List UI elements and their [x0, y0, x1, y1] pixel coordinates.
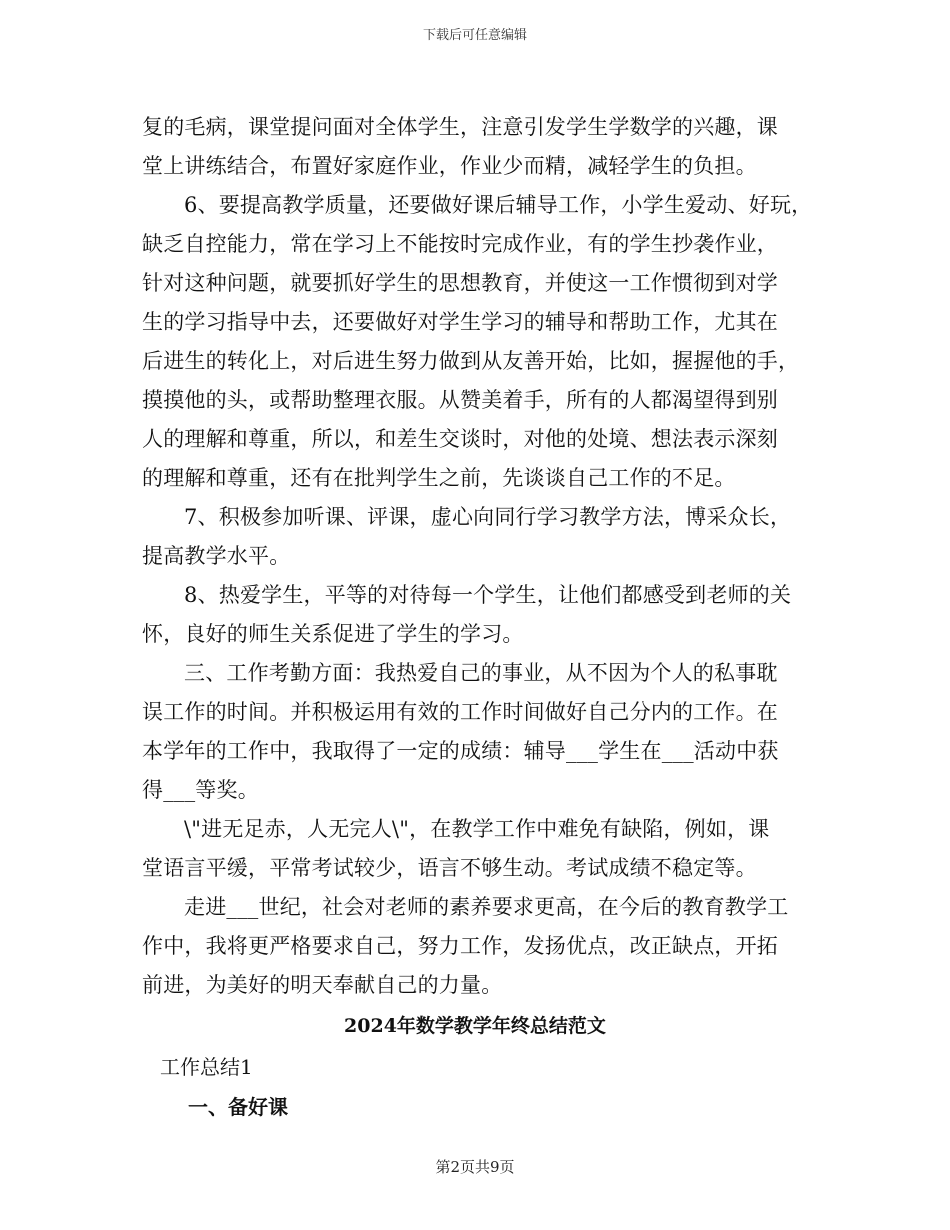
- paragraph-line: 摸摸他的头，或帮助整理衣服。从赞美着手，所有的人都渴望得到别: [142, 388, 778, 412]
- paragraph-line: 误工作的时间。并积极运用有效的工作时间做好自己分内的工作。在: [142, 700, 778, 724]
- page-number: 第2页共9页: [435, 1158, 515, 1176]
- paragraph-line: 7、积极参加听课、评课，虚心向同行学习教学方法，博采众长，: [184, 505, 792, 529]
- paragraph-line: 6、要提高教学质量，还要做好课后辅导工作，小学生爱动、好玩，: [184, 193, 813, 217]
- paragraph-line: 三、工作考勤方面：我热爱自己的事业，从不因为个人的私事耽: [184, 661, 778, 685]
- document-body: [142, 108, 832, 1127]
- header-note: 下载后可任意编辑: [422, 28, 527, 43]
- paragraph-line: 本学年的工作中，我取得了一定的成绩：辅导___学生在___活动中获: [142, 739, 779, 763]
- paragraph-line: 后进生的转化上，对后进生努力做到从友善开始，比如，握握他的手，: [142, 349, 800, 373]
- sub-heading: 工作总结1: [160, 1055, 253, 1079]
- paragraph-line: \"进无足赤，人无完人\"，在教学工作中难免有缺陷，例如，课: [184, 817, 770, 841]
- section-title: 2024年数学教学年终总结范文: [344, 1015, 606, 1037]
- paragraph-line: 生的学习指导中去，还要做好对学生学习的辅导和帮助工作，尤其在: [142, 310, 778, 334]
- paragraph-line: 人的理解和尊重，所以，和差生交谈时，对他的处境、想法表示深刻: [142, 427, 778, 451]
- bold-heading: 一、备好课: [188, 1095, 288, 1119]
- paragraph-line: 8、热爱学生，平等的对待每一个学生，让他们都感受到老师的关: [184, 583, 792, 607]
- paragraph-line: 怀，良好的师生关系促进了学生的学习。: [142, 622, 524, 646]
- paragraph-line: 堂语言平缓，平常考试较少，语言不够生动。考试成绩不稳定等。: [142, 856, 757, 880]
- paragraph-line: 前进，为美好的明天奉献自己的力量。: [142, 973, 503, 997]
- paragraph-line: 针对这种问题，就要抓好学生的思想教育，并使这一工作惯彻到对学: [142, 271, 778, 295]
- paragraph-line: 复的毛病，课堂提问面对全体学生，注意引发学生学数学的兴趣，课: [142, 115, 778, 139]
- paragraph-line: 得___等奖。: [142, 778, 259, 802]
- paragraph-line: 作中，我将更严格要求自己，努力工作，发扬优点，改正缺点，开拓: [142, 934, 778, 958]
- paragraph-line: 走进___世纪，社会对老师的素养要求更高，在今后的教育教学工: [184, 895, 789, 919]
- paragraph-line: 缺乏自控能力，常在学习上不能按时完成作业，有的学生抄袭作业，: [142, 232, 778, 256]
- paragraph-line: 提高教学水平。: [142, 544, 291, 568]
- paragraph-line: 的理解和尊重，还有在批判学生之前，先谈谈自己工作的不足。: [142, 466, 736, 490]
- paragraph-line: 堂上讲练结合，布置好家庭作业，作业少而精，减轻学生的负担。: [142, 154, 757, 178]
